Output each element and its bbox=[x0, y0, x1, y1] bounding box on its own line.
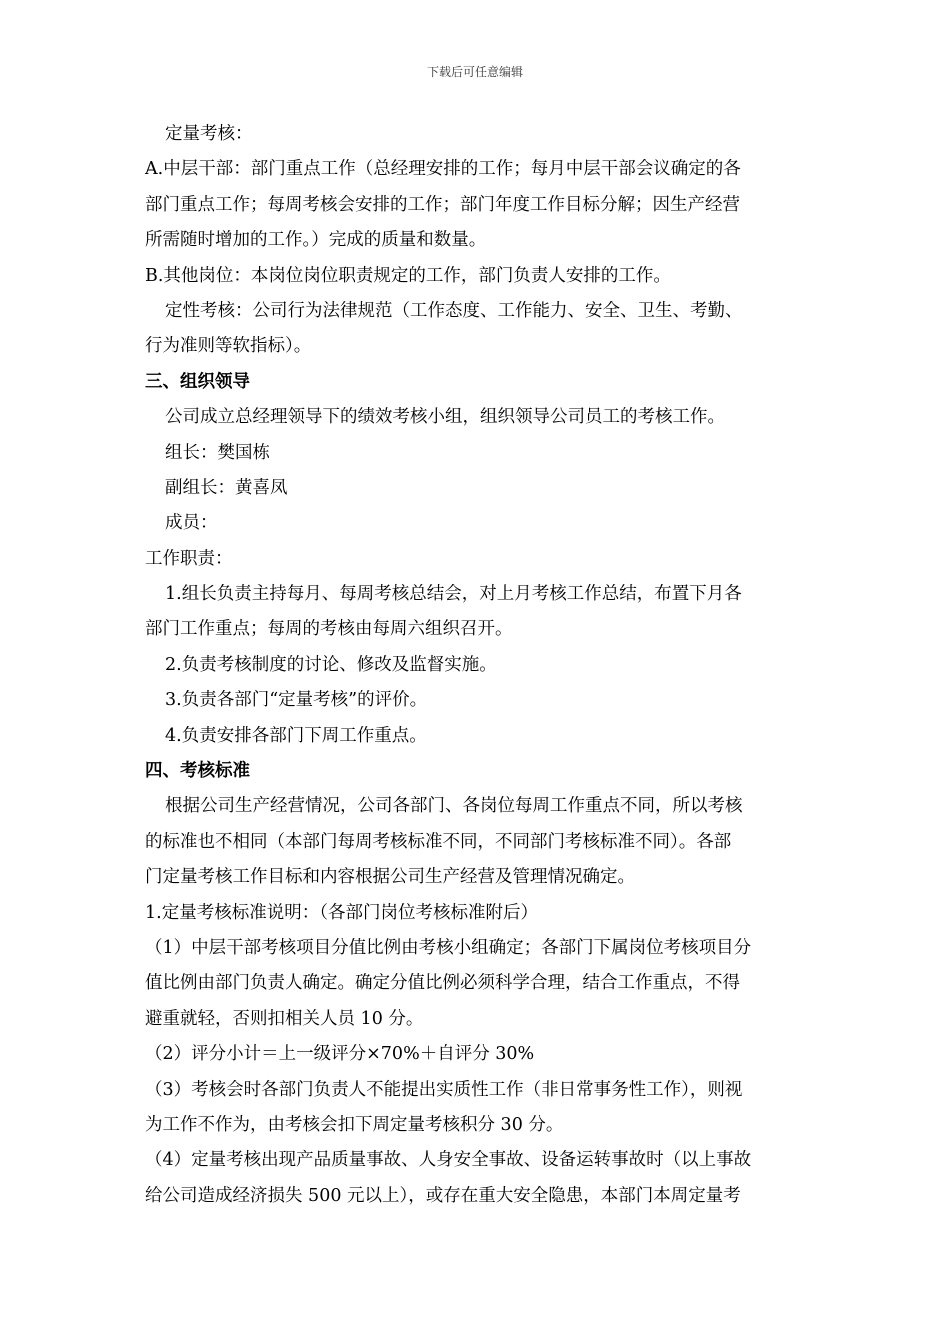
text-line: 的标准也不相同（本部门每周考核标准不同，不同部门考核标准不同）。各部 bbox=[145, 831, 732, 852]
text-line: 1.组长负责主持每月、每周考核总结会，对上月考核工作总结，布置下月各 bbox=[165, 584, 742, 605]
text-line: 3.负责各部门“定量考核”的评价。 bbox=[165, 690, 428, 711]
text-line: 门定量考核工作目标和内容根据公司生产经营及管理情况确定。 bbox=[145, 867, 635, 888]
text-line: 2.负责考核制度的讨论、修改及监督实施。 bbox=[165, 654, 497, 675]
section-heading: 四、考核标准 bbox=[145, 761, 250, 782]
text-line: （3）考核会时各部门负责人不能提出实质性工作（非日常事务性工作），则视 bbox=[145, 1079, 743, 1100]
text-line: 成员： bbox=[165, 513, 218, 534]
text-line: 定性考核：公司行为法律规范（工作态度、工作能力、安全、卫生、考勤、 bbox=[165, 300, 743, 321]
text-line: （1）中层干部考核项目分值比例由考核小组确定；各部门下属岗位考核项目分 bbox=[145, 937, 752, 958]
text-line: 公司成立总经理领导下的绩效考核小组，组织领导公司员工的考核工作。 bbox=[165, 407, 725, 428]
text-line: 4.负责安排各部门下周工作重点。 bbox=[165, 725, 427, 746]
text-line: 给公司造成经济损失 500 元以上），或存在重大安全隐患，本部门本周定量考 bbox=[145, 1185, 741, 1206]
text-line: 根据公司生产经营情况，公司各部门、各岗位每周工作重点不同，所以考核 bbox=[165, 796, 743, 817]
text-line: 为工作不作为，由考核会扣下周定量考核积分 30 分。 bbox=[145, 1114, 564, 1135]
text-line: A.中层干部：部门重点工作（总经理安排的工作；每月中层干部会议确定的各 bbox=[145, 159, 741, 180]
text-line: 值比例由部门负责人确定。确定分值比例必须科学合理，结合工作重点，不得 bbox=[145, 973, 740, 994]
page-header: 下载后可任意编辑 bbox=[426, 65, 523, 79]
text-line: 1.定量考核标准说明：（各部门岗位考核标准附后） bbox=[145, 902, 538, 923]
text-line: 避重就轻，否则扣相关人员 10 分。 bbox=[145, 1008, 424, 1029]
document-body bbox=[145, 117, 807, 1214]
text-line: 工作职责： bbox=[145, 548, 233, 569]
text-line: 部门重点工作；每周考核会安排的工作；部门年度工作目标分解；因生产经营 bbox=[145, 194, 740, 215]
text-line: B.其他岗位：本岗位岗位职责规定的工作，部门负责人安排的工作。 bbox=[145, 265, 671, 286]
text-line: 副组长：黄喜凤 bbox=[165, 477, 288, 498]
text-line: 所需随时增加的工作。）完成的质量和数量。 bbox=[145, 230, 487, 251]
text-line: 部门工作重点；每周的考核由每周六组织召开。 bbox=[145, 619, 513, 640]
text-line: 组长：樊国栋 bbox=[165, 442, 270, 463]
text-line: （4）定量考核出现产品质量事故、人身安全事故、设备运转事故时（以上事故 bbox=[145, 1150, 752, 1171]
section-heading: 三、组织领导 bbox=[145, 371, 250, 392]
text-line: （2）评分小计＝上一级评分×70%＋自评分 30% bbox=[145, 1044, 535, 1065]
text-line: 行为准则等软指标）。 bbox=[145, 336, 312, 357]
text-line: 定量考核： bbox=[165, 124, 253, 144]
